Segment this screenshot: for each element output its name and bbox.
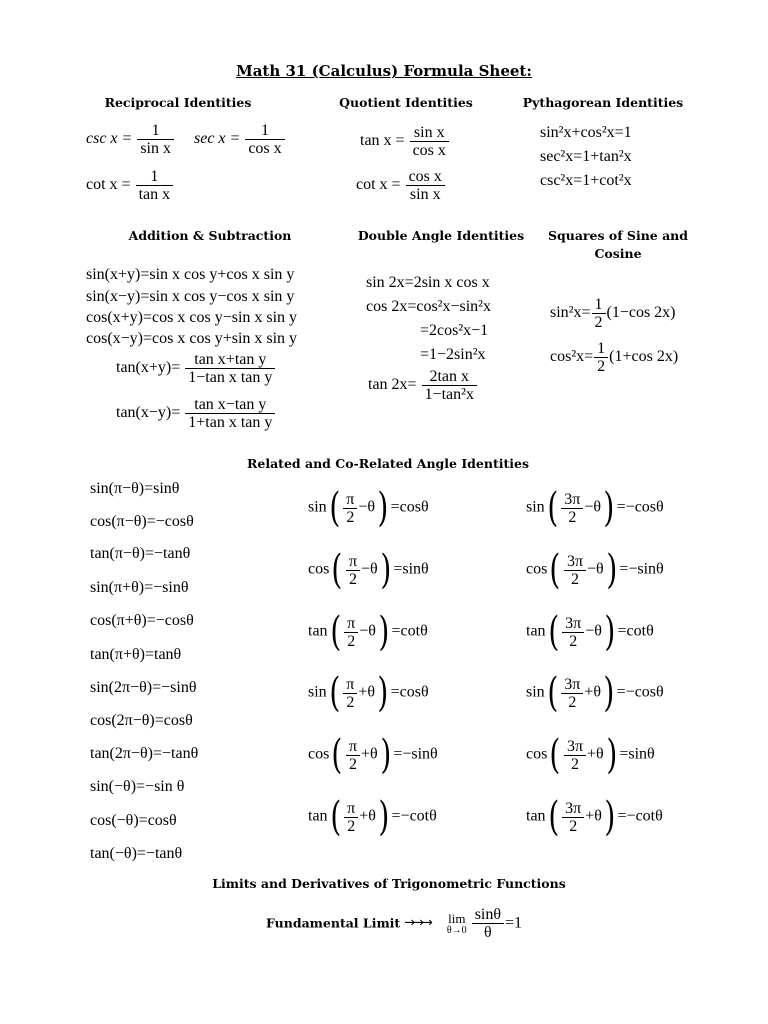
fraction: $\frac{\text{2tan x}}{\text{1−tan²x}}$ [422,368,477,403]
formula-sin-squared: sin²x= $\frac{1}{2}$ (1−cos 2x) [550,296,676,331]
fraction: $\frac{\pi}{2}$ [346,738,360,773]
heading-related: Related and Co-Related Angle Identities [246,456,529,471]
fraction: $\frac{3\pi}{2}$ [562,800,584,835]
corelated-3pi2-4: sin( $\frac{3\pi}{2}$ +θ) =−cosθ [526,670,664,716]
corelated-pi2-4: sin( $\frac{\pi}{2}$ +θ) =cosθ [308,670,429,716]
related-2: cos(π−θ)=−cosθ [90,513,194,530]
formula-pythagorean-1: sin²x+cos²x=1 [540,124,632,141]
fraction: $\frac{1}{\text{sin x}}$ [137,122,174,157]
fraction: $\frac{1}{\text{tan x}}$ [136,168,174,203]
arrows-icon: →→→ [404,915,431,931]
formula-cos-double-2: =2cos²x−1 [420,322,489,339]
formula-cos-sub: cos(x−y)=cos x cos y+sin x sin y [86,330,298,347]
formula-sin-sub: sin(x−y)=sin x cos y−cos x sin y [86,288,295,305]
formula-tan-quotient: tan x = $\frac{\text{sin x}}{\text{cos x}}$ [360,124,450,159]
corelated-pi2-2: cos( $\frac{\pi}{2}$ −θ) =sinθ [308,547,429,593]
heading-addition: Addition & Subtraction [128,228,292,243]
formula-sin-add: sin(x+y)=sin x cos y+cos x sin y [86,266,295,283]
fraction: $\frac{1}{2}$ [594,340,608,375]
corelated-3pi2-5: cos( $\frac{3\pi}{2}$ +θ) =sinθ [526,732,655,778]
formula-cos-squared: cos²x= $\frac{1}{2}$ (1+cos 2x) [550,340,679,375]
fraction: $\frac{\text{sin x}}{\text{cos x}}$ [410,124,449,159]
related-3: tan(π−θ)=−tanθ [90,545,191,562]
formula-tan-add: tan(x+y)= $\frac{\text{tan x+tan y}}{\text{1−tan x tan y}}$ [116,351,276,386]
related-10: sin(−θ)=−sin θ [90,778,185,795]
formula-pythagorean-3: csc²x=1+cot²x [540,172,632,189]
heading-pythagorean: Pythagorean Identities [522,95,684,110]
formula-cos-add: cos(x+y)=cos x cos y−sin x sin y [86,309,298,326]
fraction: $\frac{\pi}{2}$ [346,553,360,588]
fraction: $\frac{\pi}{2}$ [343,491,357,526]
formula-fundamental-limit: Fundamental Limit →→→ lim θ→0 $\frac{\sin\theta}{\theta}$ =1 [266,906,523,941]
related-5: cos(π+θ)=−cosθ [90,612,194,629]
fraction: $\frac{\text{tan x+tan y}}{\text{1−tan x tan y}}$ [185,351,275,386]
formula-tan-double: tan 2x= $\frac{\text{2tan x}}{\text{1−tan²x}}$ [368,368,478,403]
limit-operator: lim θ→0 [446,910,467,936]
fraction: $\frac{\pi}{2}$ [344,800,358,835]
fraction: $\frac{\pi}{2}$ [344,615,358,650]
heading-squares: Squares of Sine and Cosine [547,228,689,261]
fraction: $\frac{1}{\text{cos x}}$ [245,122,284,157]
related-8: cos(2π−θ)=cosθ [90,712,193,729]
formula-pythagorean-2: sec²x=1+tan²x [540,148,632,165]
formula-cos-double: cos 2x=cos²x−sin²x [366,298,491,315]
corelated-pi2-6: tan( $\frac{\pi}{2}$ +θ) =−cotθ [308,794,437,840]
formula-cos-double-3: =1−2sin²x [420,346,486,363]
fraction: $\frac{3\pi}{2}$ [564,738,586,773]
related-12: tan(−θ)=−tanθ [90,845,183,862]
formula-cot-quotient: cot x = $\frac{\text{cos x}}{\text{sin x}}$ [356,168,446,203]
heading-limits: Limits and Derivatives of Trigonometric Functions [212,876,566,891]
fraction: $\frac{\text{cos x}}{\text{sin x}}$ [406,168,445,203]
corelated-pi2-1: sin( $\frac{\pi}{2}$ −θ) =cosθ [308,485,429,531]
related-11: cos(−θ)=cosθ [90,812,177,829]
corelated-pi2-5: cos( $\frac{\pi}{2}$ +θ) =−sinθ [308,732,438,778]
formula-tan-sub: tan(x−y)= $\frac{\text{tan x−tan y}}{\text{1+tan x tan y}}$ [116,396,276,431]
formula-sin-double: sin 2x=2sin x cos x [366,274,490,291]
heading-reciprocal: Reciprocal Identities [104,95,252,110]
fraction: $\frac{\text{tan x−tan y}}{\text{1+tan x tan y}}$ [185,396,275,431]
formula-sec: sec x = $\frac{1}{\text{cos x}}$ [194,122,286,157]
fraction: $\frac{\sin\theta}{\theta}$ [472,906,504,941]
corelated-3pi2-3: tan( $\frac{3\pi}{2}$ −θ) =cotθ [526,609,654,655]
fraction: $\frac{3\pi}{2}$ [561,491,583,526]
formula-csc: csc x = $\frac{1}{\text{sin x}}$ [86,122,175,157]
related-4: sin(π+θ)=−sinθ [90,579,189,596]
related-7: sin(2π−θ)=−sinθ [90,679,197,696]
page-title: Math 31 (Calculus) Formula Sheet: [236,62,532,80]
fraction: $\frac{3\pi}{2}$ [561,676,583,711]
corelated-3pi2-1: sin( $\frac{3\pi}{2}$ −θ) =−cosθ [526,485,664,531]
formula-cot-reciprocal: cot x = $\frac{1}{\text{tan x}}$ [86,168,174,203]
corelated-pi2-3: tan( $\frac{\pi}{2}$ −θ) =cotθ [308,609,428,655]
fraction: $\frac{\pi}{2}$ [343,676,357,711]
heading-double: Double Angle Identities [357,228,525,243]
corelated-3pi2-6: tan( $\frac{3\pi}{2}$ +θ) =−cotθ [526,794,663,840]
related-1: sin(π−θ)=sinθ [90,480,180,497]
fraction: $\frac{3\pi}{2}$ [564,553,586,588]
heading-quotient: Quotient Identities [339,95,473,110]
related-6: tan(π+θ)=tanθ [90,646,182,663]
fraction: $\frac{3\pi}{2}$ [562,615,584,650]
fraction: $\frac{1}{2}$ [592,296,606,331]
fundamental-limit-label: Fundamental Limit [266,915,401,931]
related-9: tan(2π−θ)=−tanθ [90,745,199,762]
corelated-3pi2-2: cos( $\frac{3\pi}{2}$ −θ) =−sinθ [526,547,664,593]
